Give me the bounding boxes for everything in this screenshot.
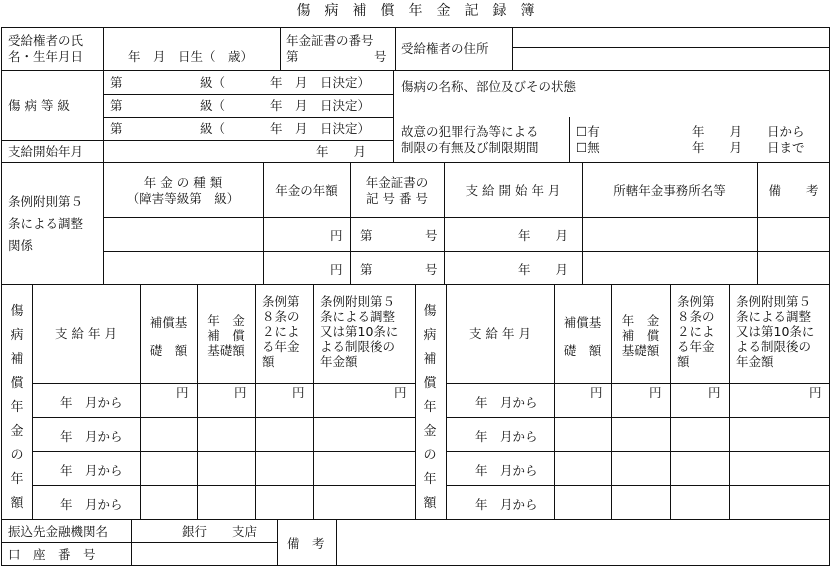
grade-row-dai: 第	[110, 121, 123, 136]
note-header: 備 考	[768, 183, 819, 198]
rule	[255, 284, 256, 519]
yen-unit: 円	[809, 385, 822, 400]
art8-header: ２によ	[677, 324, 715, 339]
rule	[729, 284, 730, 519]
rule	[1, 70, 830, 71]
grade-row-kyu[interactable]: 級（	[200, 75, 226, 90]
rule	[103, 117, 393, 118]
rule	[313, 284, 314, 519]
yen-unit: 円	[590, 385, 603, 400]
adjust-label: 条例附則第５	[8, 194, 84, 209]
adjust-label: 条による調整	[8, 216, 84, 231]
compensation-base-header: 補償基	[563, 315, 602, 330]
month-from-field[interactable]: 年 月から	[475, 497, 538, 512]
art5-header: 条例附則第５	[736, 294, 812, 309]
art5-header: 年金額	[736, 354, 774, 369]
adjust-yen: 円	[330, 262, 343, 277]
art5-header: よる制限後の	[320, 339, 396, 354]
rule	[444, 162, 445, 284]
rule	[393, 70, 394, 162]
rule	[32, 485, 415, 486]
rule	[395, 27, 396, 70]
crime-period-label: 制限の有無及び制限期間	[401, 140, 539, 155]
month-from-field[interactable]: 年 月から	[475, 429, 538, 444]
rule	[569, 117, 570, 162]
annual-side-label-left: 傷 病 補 償 年 金 の 年 額	[10, 304, 24, 511]
art8-header: 条例第	[677, 294, 715, 309]
grade-row-date[interactable]: 年 月 日決定）	[270, 98, 371, 113]
art5-header: よる制限後の	[736, 339, 812, 354]
rule	[415, 284, 416, 519]
page-title: 傷 病 補 償 年 金 記 録 簿	[296, 3, 535, 19]
cert-number-go: 号	[374, 49, 387, 64]
rule	[757, 162, 758, 284]
month-from-field[interactable]: 年 月から	[475, 395, 538, 410]
art5-header: 条による調整	[320, 309, 396, 324]
month-from-field[interactable]: 年 月から	[60, 395, 123, 410]
pension-base-header: 基礎額	[207, 343, 245, 358]
bank-note-label: 備 考	[287, 536, 325, 551]
rule	[1, 542, 277, 543]
yen-unit: 円	[649, 385, 662, 400]
annual-amount-header: 年金の年額	[275, 183, 338, 198]
rule	[280, 27, 281, 70]
account-number-label: 口 座 番 号	[8, 547, 96, 562]
crime-no-checkbox[interactable]: ☐無	[576, 140, 600, 155]
adjust-label: 関係	[8, 238, 34, 253]
art5-header: 年金額	[320, 354, 358, 369]
injury-label: 傷病の名称、部位及びその状態	[401, 79, 577, 94]
art5-header: 条例附則第５	[320, 294, 396, 309]
grade-row-dai: 第	[110, 75, 123, 90]
art5-header: 又は第10条に	[736, 324, 815, 339]
month-from-field[interactable]: 年 月から	[60, 497, 123, 512]
office-header: 所轄年金事務所名等	[613, 183, 726, 198]
pension-base-header: 補 償	[207, 328, 245, 343]
yen-unit: 円	[234, 385, 247, 400]
pension-base-header: 補 償	[621, 328, 660, 343]
rule	[1, 519, 830, 520]
rule	[446, 451, 830, 452]
compensation-base-header: 礎 額	[563, 343, 602, 358]
rule	[263, 162, 264, 284]
adjust-start-month[interactable]: 年 月	[518, 262, 569, 277]
rule	[32, 451, 415, 452]
yen-unit: 円	[708, 385, 721, 400]
payment-month-header: 支 給 年 月	[469, 326, 531, 341]
pension-type-header: 年 金 の 種 類	[143, 175, 223, 190]
adjust-dai: 第	[360, 262, 373, 277]
crime-label: 故意の犯罪行為等による	[401, 124, 539, 139]
bank-branch-field[interactable]: 銀行 支店	[182, 524, 258, 539]
rule	[103, 251, 830, 252]
yen-unit: 円	[292, 385, 305, 400]
rule	[582, 162, 583, 284]
art8-header: ８条の	[262, 309, 300, 324]
birth-date-field[interactable]: 年 月 日生（ 歳）	[128, 49, 254, 64]
compensation-base-header: 補償基	[149, 315, 188, 330]
art5-header: 又は第10条に	[320, 324, 399, 339]
bank-name-label: 振込先金融機関名	[8, 524, 109, 539]
rule	[446, 417, 830, 418]
rule	[336, 519, 337, 566]
yen-unit: 円	[176, 385, 189, 400]
rule	[103, 217, 830, 218]
grade-row-date[interactable]: 年 月 日決定）	[270, 75, 371, 90]
pension-base-header: 年 金	[621, 313, 660, 328]
compensation-base-header: 礎 額	[149, 343, 188, 358]
cert-number-dai: 第	[286, 49, 299, 64]
yen-unit: 円	[394, 385, 407, 400]
rule	[103, 27, 104, 70]
grade-row-kyu[interactable]: 級（	[200, 121, 226, 136]
rule	[32, 383, 415, 384]
rule	[446, 383, 830, 384]
month-from-field[interactable]: 年 月から	[475, 463, 538, 478]
crime-from-date[interactable]: 年 月 日から	[692, 124, 805, 139]
start-month-header: 支 給 開 始 年 月	[465, 183, 561, 198]
cert-code-header: 年金証書の	[365, 175, 429, 190]
adjust-yen: 円	[330, 228, 343, 243]
art8-header: 条例第	[262, 294, 300, 309]
cert-number-label: 年金証書の番号	[286, 33, 374, 48]
pension-base-header: 年 金	[207, 313, 245, 328]
grade-row-dai: 第	[110, 98, 123, 113]
grade-row-kyu[interactable]: 級（	[200, 98, 226, 113]
rule	[103, 70, 104, 162]
art8-header: ８条の	[677, 309, 715, 324]
payment-month-header: 支 給 年 月	[55, 326, 117, 341]
rule	[446, 485, 830, 486]
grade-row-date[interactable]: 年 月 日決定）	[270, 121, 371, 136]
rule	[512, 27, 513, 70]
art8-header: 額	[262, 354, 275, 369]
rule	[446, 284, 447, 519]
pension-base-header: 基礎額	[621, 343, 660, 358]
art5-header: 条による調整	[736, 309, 812, 324]
rule	[32, 417, 415, 418]
adjust-dai: 第	[360, 228, 373, 243]
rule	[131, 519, 132, 566]
crime-until-date[interactable]: 年 月 日まで	[692, 140, 805, 155]
rule	[277, 519, 278, 566]
rule	[1, 162, 830, 163]
cert-number-header: 記 号 番 号	[366, 191, 428, 206]
rule	[1, 140, 393, 141]
month-from-field[interactable]: 年 月から	[60, 429, 123, 444]
month-from-field[interactable]: 年 月から	[60, 463, 123, 478]
rule	[103, 94, 393, 95]
adjust-go: 号	[425, 228, 438, 243]
adjust-start-month[interactable]: 年 月	[518, 228, 569, 243]
art8-header: る年金	[262, 339, 300, 354]
grade-label: 傷 病 等 級	[8, 98, 70, 113]
annual-side-label-right: 傷 病 補 償 年 金 の 年 額	[423, 304, 437, 511]
start-month-value[interactable]: 年 月	[316, 144, 367, 159]
pension-type-grade-header: （障害等級第 級）	[126, 191, 240, 206]
rule	[670, 284, 671, 519]
rule	[32, 284, 33, 519]
recipient-name-label: 受給権者の氏	[8, 33, 84, 48]
crime-yes-checkbox[interactable]: ☐有	[576, 124, 600, 139]
address-label: 受給権者の住所	[401, 41, 489, 56]
recipient-birth-label: 名・生年月日	[8, 49, 84, 64]
art8-header: 額	[677, 354, 690, 369]
adjust-go: 号	[425, 262, 438, 277]
art8-header: る年金	[677, 339, 715, 354]
start-month-label: 支給開始年月	[8, 144, 84, 159]
art8-header: ２によ	[262, 324, 300, 339]
rule	[512, 47, 830, 48]
